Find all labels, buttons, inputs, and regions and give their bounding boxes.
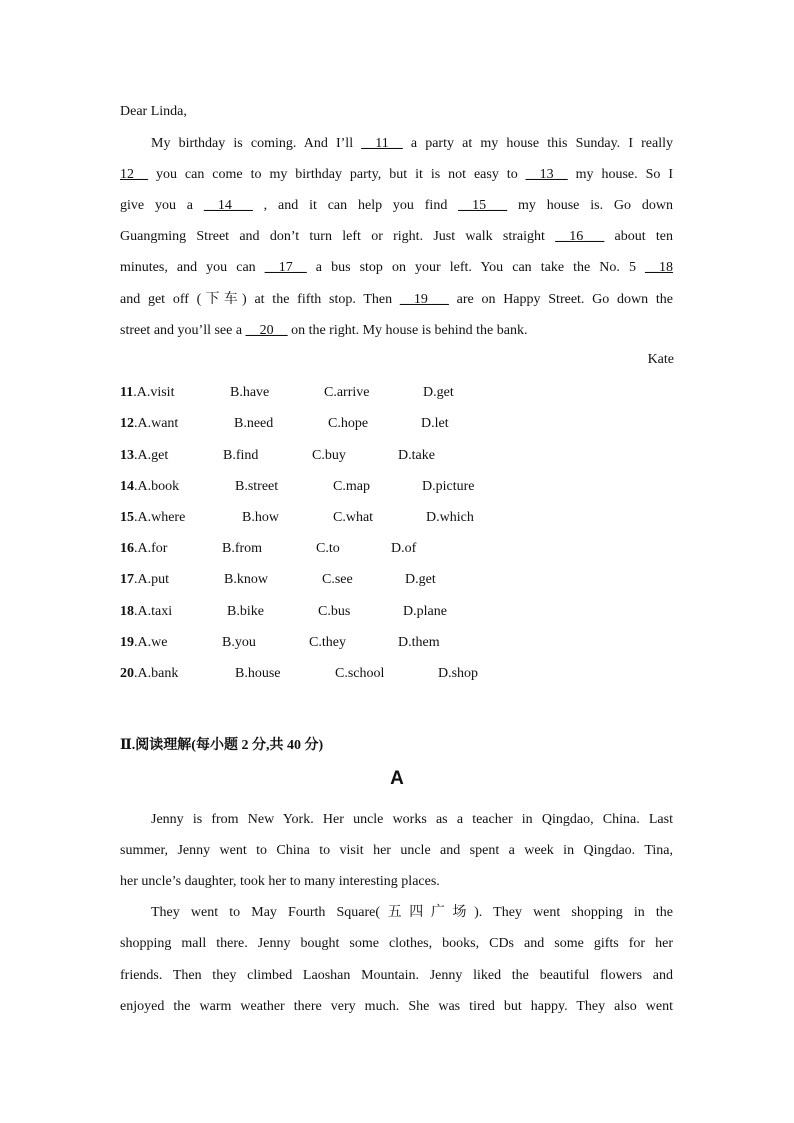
blank-16: __16___ — [555, 229, 605, 244]
letter-line-5: minutes, and you can __17__ a bus stop on your left. You can take the No. 5 __18 — [120, 260, 674, 275]
question-number: 16.A.for — [120, 541, 168, 556]
option-c[interactable]: C.hope — [328, 416, 369, 431]
option-b[interactable]: B.need — [234, 416, 274, 431]
passage-line-2: summer, Jenny went to China to visit her uncle and spent a week in Qingdao. Tina, — [120, 843, 673, 858]
passage-line-7: enjoyed the warm weather there very much. She was tired but happy. They also went — [120, 999, 673, 1014]
option-d[interactable]: D.picture — [422, 479, 475, 494]
option-b[interactable]: B.house — [235, 666, 281, 681]
option-d[interactable]: D.shop — [438, 666, 479, 681]
option-c[interactable]: C.they — [309, 635, 346, 650]
passage-line-3: her uncle’s daughter, took her to many interesting places. — [120, 874, 440, 889]
letter-greeting: Dear Linda, — [120, 104, 187, 119]
option-d[interactable]: D.get — [423, 385, 454, 400]
blank-20: __20__ — [245, 323, 288, 338]
question-number: 14.A.book — [120, 479, 180, 494]
blank-13: __13__ — [525, 167, 568, 182]
option-d[interactable]: D.plane — [403, 604, 447, 619]
question-number: 13.A.get — [120, 448, 169, 463]
option-b[interactable]: B.find — [223, 448, 259, 463]
option-c[interactable]: C.to — [316, 541, 340, 556]
blank-18: __18 — [645, 260, 674, 275]
option-c[interactable]: C.arrive — [324, 385, 370, 400]
passage-line-1: Jenny is from New York. Her uncle works as a teacher in Qingdao, China. Last — [151, 812, 673, 827]
option-c[interactable]: C.buy — [312, 448, 346, 463]
option-d[interactable]: D.of — [391, 541, 417, 556]
option-c[interactable]: C.map — [333, 479, 370, 494]
option-b[interactable]: B.how — [242, 510, 279, 525]
option-c[interactable]: C.what — [333, 510, 374, 525]
question-number: 17.A.put — [120, 572, 169, 587]
option-b[interactable]: B.street — [235, 479, 279, 494]
option-d[interactable]: D.take — [398, 448, 435, 463]
option-c[interactable]: C.bus — [318, 604, 351, 619]
letter-line-1: My birthday is coming. And I’ll __11__ a party at my house this Sunday. I really — [151, 136, 673, 151]
option-b[interactable]: B.bike — [227, 604, 264, 619]
blank-11: __11__ — [361, 136, 403, 151]
option-b[interactable]: B.from — [222, 541, 263, 556]
blank-15: __15___ — [458, 198, 508, 213]
option-d[interactable]: D.them — [398, 635, 440, 650]
blank-19: __19___ — [399, 292, 449, 307]
passage-line-5: shopping mall there. Jenny bought some clothes, books, CDs and some gifts for her — [120, 936, 673, 951]
option-d[interactable]: D.get — [405, 572, 436, 587]
question-number: 12.A.want — [120, 416, 179, 431]
blank-12: 12__ — [120, 167, 148, 182]
option-d[interactable]: D.let — [421, 416, 449, 431]
blank-17: __17__ — [264, 260, 307, 275]
question-number: 18.A.taxi — [120, 604, 173, 619]
question-number: 19.A.we — [120, 635, 168, 650]
passage-line-4: They went to May Fourth Square(五四广场). They went shopping in the — [151, 905, 673, 920]
option-b[interactable]: B.have — [230, 385, 270, 400]
letter-line-2: 12__ you can come to my birthday party, but it is not easy to __13__ my house. So I — [120, 167, 673, 182]
letter-line-6: and get off (下车) at the fifth stop. Then __19___ are on Happy Street. Go down the — [120, 292, 673, 307]
passage-line-6: friends. Then they climbed Laoshan Mountain. Jenny liked the beautiful flowers and — [120, 968, 673, 983]
option-b[interactable]: B.know — [224, 572, 268, 587]
blank-14: __14___ — [203, 198, 253, 213]
section-heading: Ⅱ.阅读理解(每小题 2 分,共 40 分) — [120, 738, 324, 753]
option-c[interactable]: C.see — [322, 572, 353, 587]
question-number: 11.A.visit — [120, 385, 175, 400]
question-number: 15.A.where — [120, 510, 186, 525]
option-b[interactable]: B.you — [222, 635, 256, 650]
letter-line-4: Guangming Street and don’t turn left or right. Just walk straight __16___ about ten — [120, 229, 673, 244]
passage-title: A — [390, 768, 404, 789]
letter-line-3: give you a __14___ , and it can help you find __15___ my house is. Go down — [120, 198, 673, 213]
letter-line-7: street and you’ll see a __20__ on the right. My house is behind the bank. — [120, 323, 528, 338]
option-d[interactable]: D.which — [426, 510, 474, 525]
question-number: 20.A.bank — [120, 666, 179, 681]
letter-signature: Kate — [647, 352, 674, 367]
option-c[interactable]: C.school — [335, 666, 385, 681]
